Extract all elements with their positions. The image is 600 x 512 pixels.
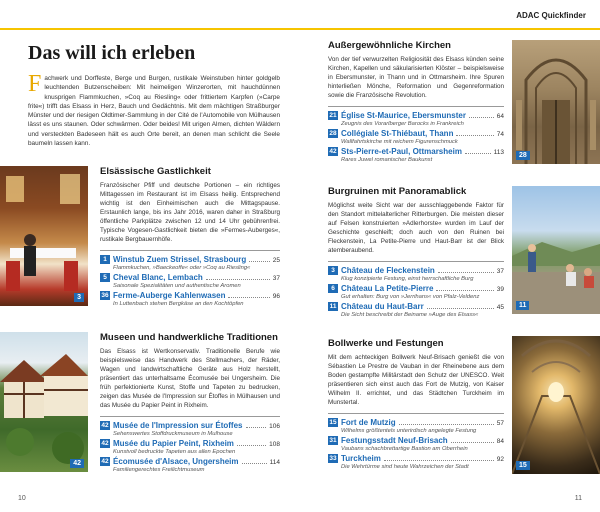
entry-page: 96 bbox=[272, 293, 280, 300]
entry-number: 21 bbox=[329, 112, 337, 119]
right-page bbox=[300, 30, 600, 512]
drop-cap: F bbox=[28, 71, 42, 97]
divider bbox=[100, 416, 280, 417]
photo-number-badge: 15 bbox=[516, 461, 530, 470]
section-title: Burgruinen mit Panoramablick bbox=[328, 186, 467, 197]
divider bbox=[328, 261, 504, 262]
entry-page: 64 bbox=[496, 113, 504, 120]
page-number: 11 bbox=[574, 495, 582, 502]
section-museen bbox=[100, 332, 280, 475]
divider bbox=[328, 106, 504, 107]
entry-subtitle: Flammkuchen, »Baeckeoffe« oder »Coq au Riesling« bbox=[113, 265, 251, 271]
list-item[interactable] bbox=[100, 273, 280, 290]
section-burgruinen bbox=[328, 186, 504, 320]
photo-number-badge: 28 bbox=[516, 151, 530, 160]
entry-title: Ferme-Auberge Kahlenwasen bbox=[113, 291, 226, 300]
section-kirchen bbox=[328, 40, 504, 165]
photo-number-badge: 11 bbox=[516, 301, 529, 310]
section-gastlichkeit bbox=[100, 166, 280, 309]
page-number: 10 bbox=[18, 495, 26, 502]
entry-title: Musée de l'Impression sur Étoffes bbox=[113, 421, 243, 430]
section-title: Museen und handwerkliche Traditionen bbox=[100, 332, 278, 343]
entry-subtitle: Die Wehrtürme sind heute Wahrzeichen der Stadt bbox=[341, 464, 469, 470]
section-title: Außergewöhnliche Kirchen bbox=[328, 40, 451, 51]
divider bbox=[100, 250, 280, 251]
section-text: Mit dem achteckigen Bollwerk Neuf-Brisach genießt die von Sébastien Le Prestre de Vauban in der Rheinebene aus dem Boden gestampfte Militärstadt den Schutz der UNESCO. Weit präsentieren sich einst auch das Fort de Mutzig, von Kaiser Wilhelm II. errichtet, und das Städtchen Turckheim im Munstertal. bbox=[328, 354, 504, 406]
left-page bbox=[0, 30, 300, 512]
restaurant-photo bbox=[0, 166, 88, 306]
entry-subtitle: In Luttenbach stehen Bergkäse an den Kochtöpfen bbox=[113, 301, 244, 307]
entry-number: 6 bbox=[328, 284, 338, 293]
entry-number: 28 bbox=[329, 130, 337, 137]
entry-title: Collégiale St-Thiébaut, Thann bbox=[341, 129, 454, 138]
entry-subtitle: Gut erhalten: Burg von »Jerrihans« von Pfalz-Veldenz bbox=[341, 294, 480, 300]
photo-number-badge: 42 bbox=[70, 459, 84, 468]
list-item[interactable] bbox=[328, 147, 504, 164]
entry-number: 42 bbox=[101, 458, 109, 465]
list-item[interactable] bbox=[328, 129, 504, 146]
list-item[interactable] bbox=[328, 418, 504, 435]
entry-number: 33 bbox=[329, 455, 337, 462]
entry-title: Château La Petite-Pierre bbox=[341, 284, 434, 293]
photo-number-badge: 3 bbox=[74, 293, 84, 302]
museum-photo bbox=[0, 332, 88, 472]
section-title: Bollwerke und Festungen bbox=[328, 338, 444, 349]
entry-subtitle: Wallfahrtskirche mit reichem Figurenschmuck bbox=[341, 139, 458, 145]
entry-title: Festungsstadt Neuf-Brisach bbox=[341, 436, 448, 445]
entry-subtitle: Klug konzipierte Festung, einst herrschaftliche Burg bbox=[341, 276, 474, 282]
entry-number: 31 bbox=[329, 437, 337, 444]
entry-title: Écomusée d'Alsace, Ungersheim bbox=[113, 457, 239, 466]
list-item[interactable] bbox=[328, 436, 504, 453]
entry-page: 108 bbox=[269, 441, 280, 448]
page-title: Das will ich erleben bbox=[28, 42, 196, 64]
entry-title: Turckheim bbox=[341, 454, 381, 463]
entry-page: 37 bbox=[272, 275, 280, 282]
entry-title: Sts-Pierre-et-Paul, Ottmarsheim bbox=[341, 147, 462, 156]
fort-tunnel-photo bbox=[512, 336, 600, 474]
list-item[interactable] bbox=[100, 421, 280, 438]
intro-paragraph bbox=[28, 71, 280, 148]
entry-subtitle: Kunstvoll bedruckte Tapeten aus allen Epochen bbox=[113, 449, 236, 455]
entry-number: 42 bbox=[101, 422, 109, 429]
entry-title: Château du Haut-Barr bbox=[341, 302, 424, 311]
entry-subtitle: Wilhelms größtentels unterirdisch angelegte Festung bbox=[341, 428, 477, 434]
entry-page: 106 bbox=[269, 423, 280, 430]
entry-title: Cheval Blanc, Lembach bbox=[113, 273, 203, 282]
list-item[interactable] bbox=[328, 454, 504, 471]
list-item[interactable] bbox=[328, 266, 504, 283]
list-item[interactable] bbox=[100, 291, 280, 308]
entry-page: 39 bbox=[496, 286, 504, 293]
entry-page: 113 bbox=[493, 149, 504, 156]
header-bar bbox=[300, 0, 600, 30]
entry-title: Winstub Zuem Strissel, Strasbourg bbox=[113, 255, 247, 264]
entry-number: 3 bbox=[328, 266, 338, 275]
entry-subtitle: Familiengerechtes Freilichtmuseum bbox=[113, 467, 205, 473]
entry-page: 25 bbox=[272, 257, 280, 264]
entry-number: 15 bbox=[329, 419, 337, 426]
castle-view-photo bbox=[512, 186, 600, 314]
entry-page: 37 bbox=[496, 268, 504, 275]
section-text: Französischer Pfiff und deutsche Portionen – ein richtiges Mittagessen im Restaurant ist im Elsass heilig. Entsprechend wichtig ist den Einheimischen auch die Mittagspause. Erstaunlich lange, bis ins Jahr 2016, waren daher in Straßburg öffentliche Parkplätze zwischen 12 und 14 Uhr gebührenfrei. Typische Vogesen-Gastlichkeit bieten die »Fermes-Auberges«, rustikale Bergbauernhöfe. bbox=[100, 182, 280, 243]
entry-page: 57 bbox=[496, 420, 504, 427]
entry-number: 1 bbox=[100, 255, 110, 264]
list-item[interactable] bbox=[100, 255, 280, 272]
list-item[interactable] bbox=[328, 302, 504, 319]
section-bollwerke bbox=[328, 338, 504, 472]
list-item[interactable] bbox=[328, 284, 504, 301]
entry-subtitle: Zeugnis des Vorarlberger Barocks in Frankreich bbox=[341, 121, 464, 127]
entry-title: Musée du Papier Peint, Rixheim bbox=[113, 439, 234, 448]
entry-subtitle: Rares Juwel romanischer Baukunst bbox=[341, 157, 433, 163]
entry-number: 42 bbox=[329, 148, 337, 155]
church-photo bbox=[512, 40, 600, 164]
entry-subtitle: Vaubans schachbrettartige Bastion am Oberrhein bbox=[341, 446, 468, 452]
intro-text: achwerk und Dorffeste, Berge und Burgen, rustikale Weinstuben hinter goldgelb leuchtenden Butzenscheiben: Mit heimeligen Winzerorten, mit hauchdünnen knusprigen Flammkuchen, »Coq au Riesling« oder frittiertem Karpfen (»Carpe frite«) trifft das Elsass in Herz, Bauch und Gedächtnis. Mit dem mächtigen Straßburger Münster und der riesigen Oldtimer-Sammlung in der Cité de l'Automobile von Mülhausen lässt es uns staunen. Oder schwärmen. Oder beides! Mit urigen Almen, dichten Wäldern und versteckten Badeseen hält es auch Orte bereit, an denen man schlicht die Seele baumeln lassen kann. bbox=[28, 75, 280, 148]
entry-page: 114 bbox=[269, 459, 280, 466]
section-title: Elsässische Gastlichkeit bbox=[100, 166, 211, 177]
section-text: Von der tief verwurzelten Religiosität des Elsass künden seine Kirchen, Kapellen und säkularisierten Klöster – beispielsweise in Ebersmunster, in Thann und in Ottmarsheim. Ihre Spuren hinterließen Mönche, Reformation und Gegenreformation sowie die Französische Revolution. bbox=[328, 56, 504, 99]
entry-number: 36 bbox=[101, 292, 109, 299]
divider bbox=[328, 413, 504, 414]
entry-number: 11 bbox=[329, 303, 337, 310]
list-item[interactable] bbox=[328, 111, 504, 128]
entry-number: 42 bbox=[101, 440, 109, 447]
entry-title: Fort de Mutzig bbox=[341, 418, 396, 427]
quickfinder-label: ADAC Quickfinder bbox=[516, 11, 586, 20]
entry-title: Château de Fleckenstein bbox=[341, 266, 435, 275]
section-text: Das Elsass ist Wertkonservativ. Traditionelle Berufe wie beispielsweise das Handwerk des Stellmachers, der Räder, Wagen und landwirtschaftliche Geräte aus Holz herstellt, präsentiert das unterhaltsame Écomusée bei Ungersheim. Die früh perfektionierte Kunst, Stoffe und Tapeten zu bedrucken, zeigen das Musée de l'Impression sur Étoffes in Mülhausen und das Musée du Papier Peint in Rixheim. bbox=[100, 348, 280, 409]
entry-subtitle: Die Sicht beschreibt der Beiname »Auge des Elsass« bbox=[341, 312, 479, 318]
entry-page: 92 bbox=[496, 456, 504, 463]
list-item[interactable] bbox=[100, 439, 280, 456]
entry-subtitle: Saisonale Spezialitäten und authentische Aromen bbox=[113, 283, 241, 289]
list-item[interactable] bbox=[100, 457, 280, 474]
entry-title: Église St-Maurice, Ebersmunster bbox=[341, 111, 466, 120]
entry-page: 45 bbox=[496, 304, 504, 311]
entry-page: 74 bbox=[496, 131, 504, 138]
entry-subtitle: Sehenswertes Stoffdruckmuseum in Mulhouse bbox=[113, 431, 233, 437]
entry-page: 84 bbox=[496, 438, 504, 445]
entry-number: 5 bbox=[100, 273, 110, 282]
section-text: Möglichst weite Sicht war der ausschlaggebende Faktor für den Standort mittelalterlicher Ritterburgen. Die meisten dieser auf Felsen konstruierten »Adlerhorste« wurden im Lauf der Geschichte geschleift; doch auch von den Ruinen bei Fleckenstein, La Petite-Pierre und Haut-Barr ist der Blick atemberaubend. bbox=[328, 202, 504, 254]
